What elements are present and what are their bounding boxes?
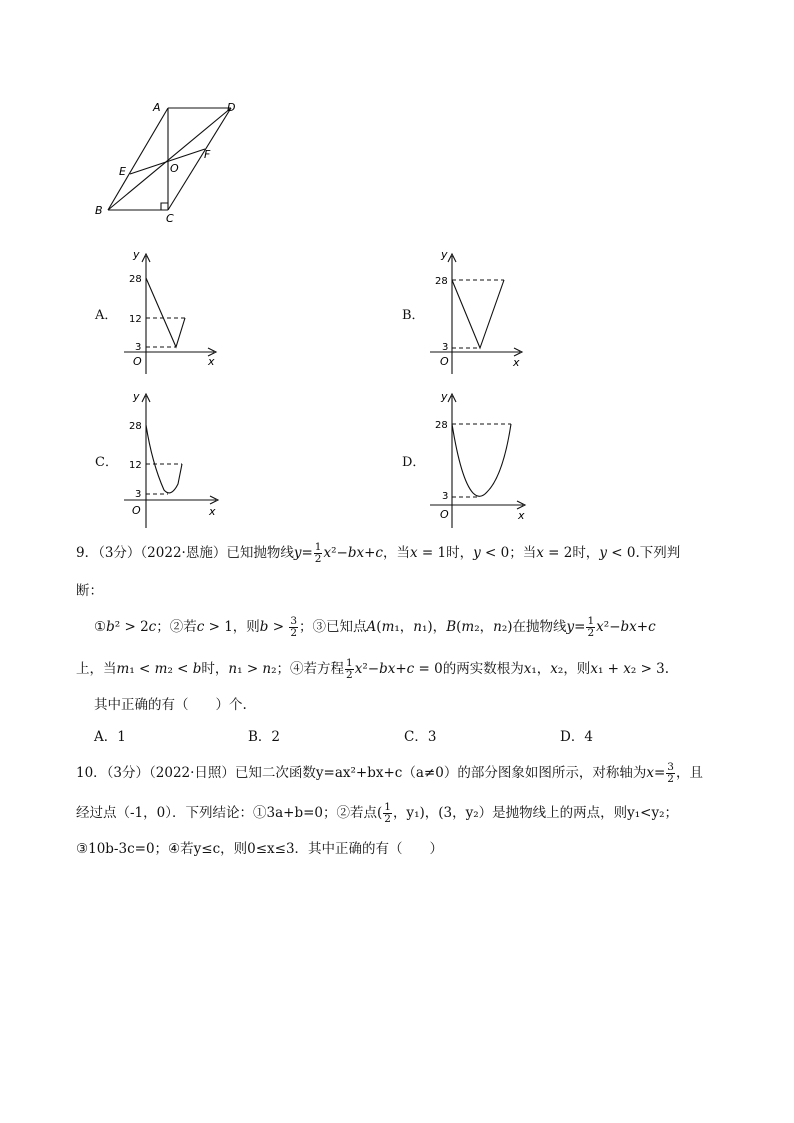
label-C: C — [166, 212, 174, 225]
x-axis-label: x — [513, 356, 520, 369]
tick-12: 12 — [129, 314, 142, 325]
q9-line-3: ①b² > 2c；②若c > 1，则b > $\frac{3}{2}$ ；③已知点A(m₁，n₁)，B(m₂，n₂)在抛物线y= $\frac{1}{2}$ x²−bx+c — [94, 615, 656, 639]
option-d-graph — [425, 388, 535, 528]
tick-28: 28 — [129, 274, 142, 285]
y-axis-label: y — [133, 390, 140, 403]
q9-line-2: 断： — [76, 583, 103, 599]
label-B: B — [95, 204, 103, 217]
q9-option-c: C．3 — [404, 729, 437, 745]
y-axis-label: y — [133, 248, 140, 261]
origin-label: O — [132, 504, 141, 517]
origin-label: O — [440, 508, 449, 521]
x-axis-label: x — [209, 505, 216, 518]
q10-line-1: 10．（3分）（2022·日照）已知二次函数y=ax²+bx+c（a≠0）的部分图象如图所示，对称轴为x= $\frac{3}{2}$ ，且 — [76, 761, 703, 785]
option-a-graph — [120, 244, 230, 374]
option-b-graph — [425, 244, 535, 374]
option-c-graph — [120, 388, 230, 528]
x-axis-label: x — [208, 355, 215, 368]
q9-line-4: 上，当m₁ < m₂ < b时，n₁ > n₂；④若方程 $\frac{1}{2}$ x²−bx+c = 0的两实数根为x₁，x₂，则x₁ + x₂ > 3. — [76, 657, 670, 681]
tick-28: 28 — [435, 420, 448, 431]
label-E: E — [119, 165, 126, 178]
q10-line-2: 经过点（-1，0）．下列结论：①3a+b=0；②若点( $\frac{1}{2}$ ，y₁)，(3，y₂）是抛物线上的两点，则y₁<y₂； — [76, 801, 679, 825]
tick-3: 3 — [135, 342, 142, 353]
q9-head: 9．（3分）（2022·恩施）已知抛物线 — [76, 545, 294, 561]
label-F: F — [204, 148, 211, 161]
tick-3: 3 — [442, 342, 449, 353]
tick-3: 3 — [135, 489, 142, 500]
tick-28: 28 — [435, 276, 448, 287]
y-axis-label: y — [441, 390, 448, 403]
label-O: O — [170, 162, 179, 175]
q9-prompt: 其中正确的有（ ）个. — [94, 697, 247, 713]
option-b-label: B． — [402, 308, 425, 323]
q10-line-3: ③10b-3c=0；④若y≤c，则0≤x≤3．其中正确的有（ ） — [76, 841, 444, 857]
origin-label: O — [133, 355, 142, 368]
option-a-label: A． — [95, 308, 118, 323]
q9-option-a: A．1 — [94, 729, 126, 745]
parallelogram-figure — [90, 96, 250, 226]
option-d-label: D． — [402, 455, 426, 470]
tick-3: 3 — [442, 491, 449, 502]
tick-12: 12 — [129, 460, 142, 471]
y-axis-label: y — [441, 248, 448, 261]
label-A: A — [153, 101, 161, 114]
q9-option-d: D．4 — [560, 729, 593, 745]
q9-option-b: B．2 — [248, 729, 281, 745]
x-axis-label: x — [518, 509, 525, 522]
label-D: D — [227, 101, 236, 114]
origin-label: O — [440, 355, 449, 368]
option-c-label: C． — [95, 455, 118, 470]
q9-line-1: 9．（3分）（2022·恩施）已知抛物线y= $\frac{1}{2}$ x²−bx+c，当x = 1时，y < 0；当x = 2时，y < 0.下列判 — [76, 541, 681, 565]
tick-28: 28 — [129, 421, 142, 432]
